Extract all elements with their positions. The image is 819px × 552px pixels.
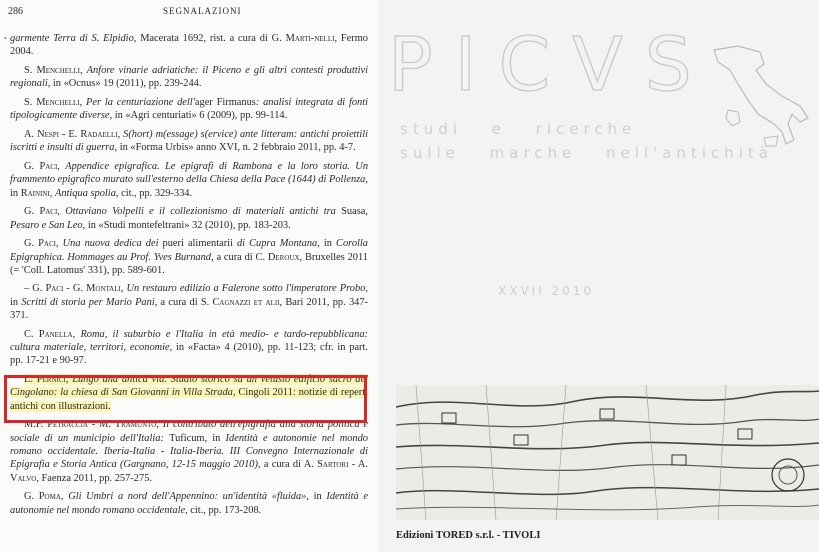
entry-text: Paci: [38, 238, 56, 250]
entry-text: Tuficum: [169, 432, 205, 444]
entry-text: , Fermo 2004.: [10, 33, 368, 58]
entry-text: Cagnazzi et alii: [212, 296, 280, 308]
entry-text: C.: [24, 328, 39, 340]
entry-text: di Cupra Montana: [232, 238, 318, 250]
entry-text: Poma: [38, 491, 61, 503]
page-number: 286: [8, 6, 23, 17]
bibliography-list: [10, 32, 368, 522]
entry-text: ,: [79, 96, 87, 108]
entry-text: Una nuova dedica dei: [62, 238, 163, 250]
entry-text: Suasa: [341, 206, 366, 218]
entry-text: : analisi integrata di fonti tipologicamente diverse: [10, 96, 368, 122]
entry-text: Gli Umbri a nord dell'Appennino: un'identità «fluida»: [68, 491, 307, 503]
entry-text: ,: [117, 128, 124, 140]
entry-text: Il contributo dell'epigrafia alla storia politica e sociale di un municipio dell'Italia:: [10, 419, 368, 444]
page-header: [8, 6, 370, 20]
entry-text: , a cura di A.: [257, 459, 318, 471]
entry-text: , in «Studi montefeltrani» 32 (2010), pp. 183-203.: [82, 219, 291, 231]
entry-text: Pernici: [36, 374, 66, 386]
entry-text: ,: [57, 160, 66, 172]
margin-mark: •: [4, 34, 7, 43]
journal-subtitle-line2: sulle marche nell'antichità: [400, 144, 773, 162]
entry-text: M.F.: [24, 419, 48, 431]
entry-text: ,: [120, 283, 127, 295]
entry-text: G.: [24, 491, 39, 503]
entry-text: , in: [204, 432, 226, 444]
journal-title: PICVS: [388, 28, 714, 98]
entry-text: , Pesaro e San Leo: [10, 206, 369, 231]
entry-text: ,: [65, 374, 73, 386]
entry-text: garmente Terra di S. Elpidio: [10, 33, 134, 44]
entry-text: pueri alimentarii: [162, 238, 233, 250]
bibliography-entry: [10, 205, 368, 232]
running-head: SEGNALAZIONI: [163, 6, 242, 16]
left-page: [0, 0, 378, 552]
entry-text: Roma, il suburbio e l'Italia in età medio- e tardo-repubblicana: cultura materiale, territori, economie: [10, 328, 368, 354]
entry-text: Petraccia: [47, 419, 88, 431]
entry-text: , in «Ocnus» 19 (2011), pp. 239-244.: [47, 78, 202, 90]
bibliography-entry: [10, 418, 368, 484]
entry-text: S(hort) m(essage) s(ervice) ante litteram: antichi proiettili iscritti e insulti di guerra: [10, 128, 368, 154]
entry-text: ,: [60, 491, 69, 503]
bibliography-entry: [10, 64, 368, 91]
bibliography-entry: [10, 328, 368, 368]
entry-text: A.: [24, 128, 38, 140]
entry-text: S.: [24, 64, 37, 76]
entry-text: G.: [24, 206, 40, 218]
entry-text: L.: [24, 374, 37, 386]
entry-text: - M.: [87, 419, 115, 431]
entry-text: Lungo una antica via. Studio storico su un vetusto edificio sacro del Cingolano: la chiesa di San Giovanni in Villa Strada: [10, 374, 368, 399]
entry-text: , in: [306, 491, 327, 503]
entry-text: Ottaviano Volpelli e il collezionismo di materiali antichi tra: [65, 206, 342, 218]
entry-text: Valvo: [10, 472, 37, 484]
entry-text: Nespi: [37, 128, 59, 140]
entry-text: Panella: [38, 328, 73, 340]
entry-text: , a cura di C.: [211, 251, 268, 263]
entry-text: - G.: [63, 283, 87, 295]
entry-text: , Macerata 1692, rist. a cura di G.: [133, 33, 286, 44]
entry-text: ,: [156, 419, 163, 431]
entry-text: , in: [10, 283, 368, 308]
highlight-box: [4, 375, 367, 423]
entry-text: Identità e autonomie nel mondo romano occidentale: [10, 491, 368, 516]
entry-text: , cit., pp. 173-208.: [185, 504, 262, 516]
entry-text: Anfore vinarie adriatiche: il Piceno e gli altri contesti produttivi regionali: [10, 64, 368, 90]
entry-text: Corolla Epigraphica. Hommages au Prof. Yves Burnand: [10, 238, 368, 263]
entry-text: Tramunto: [114, 419, 157, 431]
entry-text: ,: [79, 64, 87, 76]
entry-text: Antiqua spolia: [54, 187, 116, 199]
entry-text: , in «Agri centuriati» 6 (2009), pp. 99-114.: [109, 110, 288, 122]
journal-title-logo: [388, 28, 718, 98]
entry-text: Marti-nelli: [285, 33, 335, 44]
entry-text: - A.: [348, 459, 369, 471]
entry-text: Identità e autonomie nel mondo romano occidentale. Iberia-Italia - Italia-Iberia. III Convegno Internazionale di Epigrafia e Storia Antica (Gargnano, 12-15 maggio 2010): [10, 432, 368, 471]
entry-text: - E.: [58, 128, 81, 140]
entry-text: , Faenza 2011, pp. 257-275.: [36, 472, 152, 484]
entry-text: ,: [72, 328, 81, 340]
bibliography-entry: [10, 128, 368, 155]
tabula-peutingeriana-map: [396, 385, 819, 520]
entry-text: Un restauro edilizio a Falerone sotto l'imperatore Probo: [126, 283, 366, 295]
entry-text: , a cura di S.: [154, 296, 213, 308]
entry-text: , Bari 2011, pp. 347-371.: [10, 296, 368, 322]
bibliography-entry: [10, 490, 368, 517]
bibliography-entry: [10, 32, 368, 59]
entry-text: , Cingoli 2011: notizie di reperti antichi con illustrazioni.: [10, 387, 369, 412]
entry-text: Appendice epigrafica. Le epigrafi di Rambona e la loro storia. Un frammento epigrafico murato sull'esterno della Chiesa della Pace (1644) di Pollenza: [10, 160, 369, 186]
entry-text: G.: [24, 160, 40, 172]
entry-text: , Bruxelles 2011 (= 'Coll. Latomus' 331), pp. 589-601.: [10, 251, 369, 276]
bibliography-entry: [10, 160, 368, 200]
journal-subtitle-line1: studi e ricerche: [400, 120, 637, 138]
entry-text: Per la centuriazione dell': [86, 96, 195, 108]
entry-text: Radaelli: [80, 128, 118, 140]
bibliography-entry: [10, 96, 368, 123]
bibliography-entry: [10, 237, 368, 277]
publisher-line: Edizioni TORED s.r.l. - TIVOLI: [396, 530, 541, 541]
entry-text: G.: [24, 238, 39, 250]
entry-text: Paci: [45, 283, 64, 295]
entry-text: , in: [10, 174, 368, 199]
italy-outline-icon: [708, 40, 818, 150]
entry-text: Paci: [39, 160, 58, 172]
entry-text: S.: [24, 96, 37, 108]
entry-text: ,: [49, 187, 55, 199]
entry-text: , cit., pp. 329-334.: [115, 187, 193, 199]
entry-text: Montali: [86, 283, 121, 295]
entry-text: , in «Facta» 4 (2010), pp. 11-123; cfr. in part. pp. 17-21 e 90-97.: [10, 342, 368, 367]
entry-text: – G.: [24, 283, 46, 295]
entry-text: , in: [317, 238, 337, 250]
entry-text: Menchelli: [36, 96, 80, 108]
entry-text: , in «Forma Urbis» anno XVI, n. 2 febbraio 2011, pp. 4-7.: [114, 142, 356, 154]
journal-volume: XXVII 2010: [498, 284, 595, 298]
entry-text: ,: [56, 238, 63, 250]
entry-text: Sartori: [317, 459, 349, 471]
entry-text: Rainini: [20, 187, 50, 199]
entry-text: ager Firmanus: [194, 96, 256, 108]
entry-text: Menchelli: [36, 64, 80, 76]
entry-text: Deroux: [267, 251, 300, 263]
right-page: [378, 0, 819, 552]
bibliography-entry: [10, 282, 368, 322]
entry-text: Scritti di storia per Mario Pani: [21, 296, 155, 308]
entry-text: ,: [57, 206, 66, 218]
entry-text: Paci: [39, 206, 58, 218]
